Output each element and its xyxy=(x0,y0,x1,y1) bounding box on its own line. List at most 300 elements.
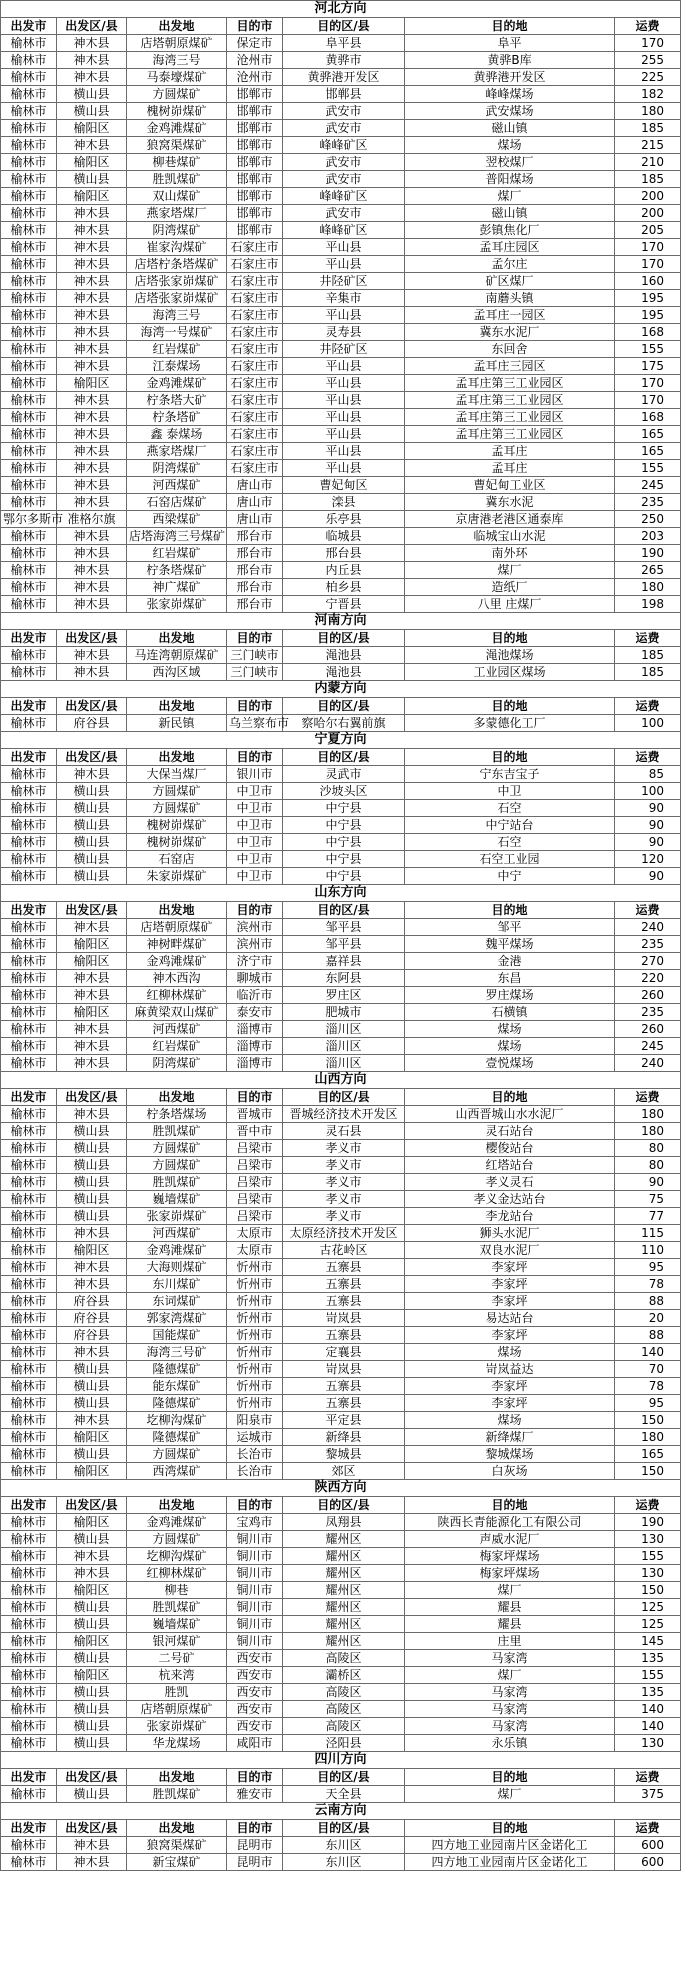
dest-city-cell: 邢台市 xyxy=(227,579,283,596)
table-row xyxy=(1,35,681,52)
table-row xyxy=(1,1140,681,1157)
origin-site-cell: 巍墙煤矿 xyxy=(127,1616,227,1633)
origin-city-cell: 榆林市 xyxy=(1,647,57,664)
dest-city-cell: 晋城市 xyxy=(227,1106,283,1123)
origin-county-cell: 横山县 xyxy=(57,1650,127,1667)
origin-city-cell: 榆林市 xyxy=(1,1684,57,1701)
table-row xyxy=(1,188,681,205)
origin-site-cell: 神木西沟 xyxy=(127,970,227,987)
origin-county-cell: 榆阳区 xyxy=(57,1463,127,1480)
origin-city-cell: 榆林市 xyxy=(1,1242,57,1259)
dest-county-cell: 邹平县 xyxy=(283,936,405,953)
origin-county-cell: 神木县 xyxy=(57,970,127,987)
dest-site-cell: 四方地工业园南片区金诺化工 xyxy=(405,1854,615,1871)
origin-site-cell: 柠条塔煤矿 xyxy=(127,562,227,579)
origin-city-cell: 榆林市 xyxy=(1,1259,57,1276)
dest-county-cell: 晋城经济技术开发区 xyxy=(283,1106,405,1123)
dest-county-cell: 曹妃甸区 xyxy=(283,477,405,494)
origin-site-cell: 金鸡滩煤矿 xyxy=(127,375,227,392)
freight-cell: 185 xyxy=(615,120,681,137)
freight-cell: 77 xyxy=(615,1208,681,1225)
origin-county-cell: 神木县 xyxy=(57,579,127,596)
dest-city-cell: 铜川市 xyxy=(227,1531,283,1548)
dest-county-cell: 渑池县 xyxy=(283,647,405,664)
dest-site-cell: 孟耳庄 xyxy=(405,460,615,477)
origin-city-cell: 榆林市 xyxy=(1,579,57,596)
dest-site-cell: 翌校煤厂 xyxy=(405,154,615,171)
table-row xyxy=(1,86,681,103)
origin-county-cell: 横山县 xyxy=(57,817,127,834)
dest-city-cell: 长治市 xyxy=(227,1463,283,1480)
column-header-origin-city: 出发市 xyxy=(1,1820,57,1837)
origin-county-cell: 横山县 xyxy=(57,783,127,800)
dest-county-cell: 孝义市 xyxy=(283,1208,405,1225)
origin-county-cell: 神木县 xyxy=(57,35,127,52)
origin-county-cell: 横山县 xyxy=(57,1718,127,1735)
dest-city-cell: 石家庄市 xyxy=(227,426,283,443)
origin-city-cell: 榆林市 xyxy=(1,953,57,970)
column-header-origin-site: 出发地 xyxy=(127,1769,227,1786)
origin-county-cell: 神木县 xyxy=(57,222,127,239)
dest-site-cell: 京唐港老港区通泰库 xyxy=(405,511,615,528)
origin-county-cell: 榆阳区 xyxy=(57,120,127,137)
dest-county-cell: 五寨县 xyxy=(283,1293,405,1310)
freight-cell: 190 xyxy=(615,1514,681,1531)
dest-site-cell: 中宁站台 xyxy=(405,817,615,834)
origin-site-cell: 能东煤矿 xyxy=(127,1378,227,1395)
freight-cell: 165 xyxy=(615,443,681,460)
dest-site-cell: 新绛煤厂 xyxy=(405,1429,615,1446)
section-title-row xyxy=(1,1803,681,1820)
table-row xyxy=(1,460,681,477)
origin-county-cell: 横山县 xyxy=(57,103,127,120)
dest-city-cell: 沧州市 xyxy=(227,69,283,86)
dest-county-cell: 定襄县 xyxy=(283,1344,405,1361)
origin-city-cell: 榆林市 xyxy=(1,1667,57,1684)
dest-city-cell: 邢台市 xyxy=(227,596,283,613)
table-row xyxy=(1,800,681,817)
column-header-origin-site: 出发地 xyxy=(127,630,227,647)
origin-county-cell: 神木县 xyxy=(57,1854,127,1871)
freight-cell: 180 xyxy=(615,1429,681,1446)
origin-city-cell: 榆林市 xyxy=(1,1157,57,1174)
origin-site-cell: 方圆煤矿 xyxy=(127,800,227,817)
origin-county-cell: 横山县 xyxy=(57,1361,127,1378)
dest-site-cell: 渑池煤场 xyxy=(405,647,615,664)
origin-city-cell: 榆林市 xyxy=(1,1055,57,1072)
origin-county-cell: 神木县 xyxy=(57,1548,127,1565)
dest-county-cell: 邯郸县 xyxy=(283,86,405,103)
column-header-dest-site: 目的地 xyxy=(405,1089,615,1106)
origin-site-cell: 张家峁煤矿 xyxy=(127,1718,227,1735)
dest-city-cell: 邯郸市 xyxy=(227,120,283,137)
column-header-origin-site: 出发地 xyxy=(127,749,227,766)
origin-city-cell: 榆林市 xyxy=(1,409,57,426)
origin-county-cell: 神木县 xyxy=(57,324,127,341)
dest-county-cell: 五寨县 xyxy=(283,1276,405,1293)
freight-cell: 78 xyxy=(615,1378,681,1395)
dest-city-cell: 唐山市 xyxy=(227,511,283,528)
dest-site-cell: 煤场 xyxy=(405,137,615,154)
origin-site-cell: 燕家塔煤厂 xyxy=(127,205,227,222)
origin-city-cell: 榆林市 xyxy=(1,1446,57,1463)
section-title-row xyxy=(1,1,681,18)
table-row xyxy=(1,409,681,426)
table-row xyxy=(1,1378,681,1395)
origin-county-cell: 神木县 xyxy=(57,69,127,86)
origin-city-cell: 榆林市 xyxy=(1,1701,57,1718)
dest-site-cell: 梅家坪煤场 xyxy=(405,1565,615,1582)
origin-site-cell: 马连湾朝原煤矿 xyxy=(127,647,227,664)
origin-site-cell: 方圆煤矿 xyxy=(127,1531,227,1548)
dest-site-cell: 磁山镇 xyxy=(405,120,615,137)
dest-city-cell: 铜川市 xyxy=(227,1616,283,1633)
dest-city-cell: 邯郸市 xyxy=(227,205,283,222)
origin-county-cell: 横山县 xyxy=(57,1684,127,1701)
table-row xyxy=(1,1344,681,1361)
origin-site-cell: 神广煤矿 xyxy=(127,579,227,596)
column-header-origin-county: 出发区/县 xyxy=(57,630,127,647)
table-row xyxy=(1,375,681,392)
dest-site-cell: 石空 xyxy=(405,800,615,817)
origin-county-cell: 神木县 xyxy=(57,1412,127,1429)
dest-site-cell: 梅家坪煤场 xyxy=(405,1548,615,1565)
origin-city-cell: 榆林市 xyxy=(1,307,57,324)
dest-site-cell: 孝义金达站台 xyxy=(405,1191,615,1208)
dest-city-cell: 吕梁市 xyxy=(227,1191,283,1208)
freight-cell: 260 xyxy=(615,987,681,1004)
table-row xyxy=(1,1582,681,1599)
dest-county-cell: 黄骅港开发区 xyxy=(283,69,405,86)
freight-cell: 170 xyxy=(615,392,681,409)
origin-county-cell: 横山县 xyxy=(57,1157,127,1174)
dest-city-cell: 邢台市 xyxy=(227,545,283,562)
column-header-row xyxy=(1,902,681,919)
dest-city-cell: 邯郸市 xyxy=(227,171,283,188)
column-header-row xyxy=(1,1089,681,1106)
table-row xyxy=(1,1293,681,1310)
freight-cell: 110 xyxy=(615,1242,681,1259)
dest-county-cell: 东川区 xyxy=(283,1837,405,1854)
dest-county-cell: 孝义市 xyxy=(283,1174,405,1191)
origin-city-cell: 榆林市 xyxy=(1,392,57,409)
origin-site-cell: 江泰煤场 xyxy=(127,358,227,375)
origin-county-cell: 横山县 xyxy=(57,1395,127,1412)
dest-city-cell: 石家庄市 xyxy=(227,443,283,460)
origin-county-cell: 神木县 xyxy=(57,1021,127,1038)
table-row xyxy=(1,1004,681,1021)
origin-county-cell: 榆阳区 xyxy=(57,1582,127,1599)
origin-site-cell: 西湾煤矿 xyxy=(127,1463,227,1480)
origin-site-cell: 胜凯煤矿 xyxy=(127,1786,227,1803)
column-header-freight: 运费 xyxy=(615,1497,681,1514)
dest-city-cell: 石家庄市 xyxy=(227,290,283,307)
dest-county-cell: 平山县 xyxy=(283,375,405,392)
table-row xyxy=(1,1174,681,1191)
dest-site-cell: 普阳煤场 xyxy=(405,171,615,188)
dest-site-cell: 孟耳庄第三工业园区 xyxy=(405,409,615,426)
dest-city-cell: 铜川市 xyxy=(227,1548,283,1565)
dest-city-cell: 石家庄市 xyxy=(227,409,283,426)
origin-site-cell: 张家峁煤矿 xyxy=(127,1208,227,1225)
column-header-freight: 运费 xyxy=(615,630,681,647)
table-row xyxy=(1,52,681,69)
section-title: 宁夏方向 xyxy=(1,732,681,749)
origin-city-cell: 榆林市 xyxy=(1,341,57,358)
dest-site-cell: 红塔站台 xyxy=(405,1157,615,1174)
dest-site-cell: 李家坪 xyxy=(405,1259,615,1276)
dest-city-cell: 邯郸市 xyxy=(227,137,283,154)
dest-site-cell: 李家坪 xyxy=(405,1327,615,1344)
origin-city-cell: 榆林市 xyxy=(1,154,57,171)
dest-county-cell: 耀州区 xyxy=(283,1531,405,1548)
section-title: 河北方向 xyxy=(1,1,681,18)
dest-city-cell: 石家庄市 xyxy=(227,324,283,341)
dest-city-cell: 保定市 xyxy=(227,35,283,52)
dest-site-cell: 易达站台 xyxy=(405,1310,615,1327)
freight-cell: 600 xyxy=(615,1837,681,1854)
origin-city-cell: 榆林市 xyxy=(1,1378,57,1395)
origin-county-cell: 榆阳区 xyxy=(57,936,127,953)
dest-county-cell: 郊区 xyxy=(283,1463,405,1480)
dest-city-cell: 中卫市 xyxy=(227,783,283,800)
freight-cell: 260 xyxy=(615,1021,681,1038)
origin-county-cell: 神木县 xyxy=(57,273,127,290)
origin-city-cell: 榆林市 xyxy=(1,970,57,987)
origin-site-cell: 店塔朝原煤矿 xyxy=(127,1701,227,1718)
origin-site-cell: 海湾三号 xyxy=(127,307,227,324)
origin-county-cell: 神木县 xyxy=(57,290,127,307)
dest-city-cell: 西安市 xyxy=(227,1650,283,1667)
dest-city-cell: 西安市 xyxy=(227,1684,283,1701)
dest-site-cell: 东回舍 xyxy=(405,341,615,358)
origin-county-cell: 榆阳区 xyxy=(57,1429,127,1446)
dest-county-cell: 耀州区 xyxy=(283,1548,405,1565)
freight-cell: 375 xyxy=(615,1786,681,1803)
origin-city-cell: 榆林市 xyxy=(1,103,57,120)
origin-site-cell: 鑫 泰煤场 xyxy=(127,426,227,443)
origin-city-cell: 榆林市 xyxy=(1,834,57,851)
freight-cell: 125 xyxy=(615,1599,681,1616)
dest-county-cell: 耀州区 xyxy=(283,1565,405,1582)
freight-cell: 168 xyxy=(615,409,681,426)
dest-county-cell: 平山县 xyxy=(283,443,405,460)
dest-city-cell: 吕梁市 xyxy=(227,1208,283,1225)
dest-city-cell: 铜川市 xyxy=(227,1565,283,1582)
dest-city-cell: 忻州市 xyxy=(227,1361,283,1378)
table-row xyxy=(1,579,681,596)
dest-county-cell: 辛集市 xyxy=(283,290,405,307)
dest-city-cell: 吕梁市 xyxy=(227,1157,283,1174)
origin-county-cell: 神木县 xyxy=(57,477,127,494)
dest-site-cell: 中宁 xyxy=(405,868,615,885)
dest-county-cell: 孝义市 xyxy=(283,1191,405,1208)
column-header-origin-city: 出发市 xyxy=(1,630,57,647)
table-row xyxy=(1,239,681,256)
dest-county-cell: 高陵区 xyxy=(283,1650,405,1667)
origin-city-cell: 榆林市 xyxy=(1,1429,57,1446)
dest-city-cell: 三门峡市 xyxy=(227,664,283,681)
dest-county-cell: 孝义市 xyxy=(283,1157,405,1174)
origin-city-cell: 榆林市 xyxy=(1,1599,57,1616)
dest-county-cell: 平定县 xyxy=(283,1412,405,1429)
origin-city-cell: 榆林市 xyxy=(1,783,57,800)
dest-site-cell: 磁山镇 xyxy=(405,205,615,222)
dest-county-cell: 泾阳县 xyxy=(283,1735,405,1752)
origin-county-cell: 神木县 xyxy=(57,137,127,154)
origin-site-cell: 隆德煤矿 xyxy=(127,1361,227,1378)
column-header-origin-county: 出发区/县 xyxy=(57,1497,127,1514)
dest-site-cell: 马家湾 xyxy=(405,1718,615,1735)
dest-city-cell: 运城市 xyxy=(227,1429,283,1446)
column-header-dest-site: 目的地 xyxy=(405,18,615,35)
origin-site-cell: 金鸡滩煤矿 xyxy=(127,1242,227,1259)
table-row xyxy=(1,1633,681,1650)
dest-county-cell: 内丘县 xyxy=(283,562,405,579)
table-row xyxy=(1,1242,681,1259)
dest-site-cell: 灵石站台 xyxy=(405,1123,615,1140)
origin-city-cell: 榆林市 xyxy=(1,562,57,579)
column-header-origin-site: 出发地 xyxy=(127,902,227,919)
freight-cell: 85 xyxy=(615,766,681,783)
column-header-row xyxy=(1,698,681,715)
dest-site-cell: 李家坪 xyxy=(405,1276,615,1293)
freight-cell: 205 xyxy=(615,222,681,239)
dest-city-cell: 石家庄市 xyxy=(227,273,283,290)
origin-site-cell: 隆德煤矿 xyxy=(127,1429,227,1446)
column-header-dest-county: 目的区/县 xyxy=(283,1820,405,1837)
dest-site-cell: 煤场 xyxy=(405,1344,615,1361)
origin-site-cell: 金鸡滩煤矿 xyxy=(127,953,227,970)
table-row xyxy=(1,137,681,154)
column-header-origin-county: 出发区/县 xyxy=(57,18,127,35)
column-header-freight: 运费 xyxy=(615,18,681,35)
freight-cell: 240 xyxy=(615,919,681,936)
origin-site-cell: 麻黄梁双山煤矿 xyxy=(127,1004,227,1021)
dest-site-cell: 庄里 xyxy=(405,1633,615,1650)
section-title: 山东方向 xyxy=(1,885,681,902)
dest-site-cell: 工业园区煤场 xyxy=(405,664,615,681)
freight-cell: 265 xyxy=(615,562,681,579)
origin-county-cell: 榆阳区 xyxy=(57,188,127,205)
origin-site-cell: 柠条塔煤场 xyxy=(127,1106,227,1123)
table-row xyxy=(1,120,681,137)
origin-county-cell: 横山县 xyxy=(57,86,127,103)
dest-city-cell: 中卫市 xyxy=(227,817,283,834)
dest-city-cell: 石家庄市 xyxy=(227,460,283,477)
dest-site-cell: 多蒙德化工厂 xyxy=(405,715,615,732)
column-header-freight: 运费 xyxy=(615,1089,681,1106)
freight-cell: 600 xyxy=(615,1854,681,1871)
freight-table-body xyxy=(1,1,681,1871)
dest-city-cell: 石家庄市 xyxy=(227,341,283,358)
freight-cell: 175 xyxy=(615,358,681,375)
dest-county-cell: 淄川区 xyxy=(283,1038,405,1055)
table-row xyxy=(1,817,681,834)
dest-site-cell: 煤厂 xyxy=(405,1582,615,1599)
freight-cell: 140 xyxy=(615,1701,681,1718)
freight-cell: 210 xyxy=(615,154,681,171)
dest-city-cell: 滨州市 xyxy=(227,936,283,953)
dest-site-cell: 岢岚益达 xyxy=(405,1361,615,1378)
dest-site-cell: 马家湾 xyxy=(405,1650,615,1667)
origin-site-cell: 西沟区域 xyxy=(127,664,227,681)
origin-site-cell: 华龙煤场 xyxy=(127,1735,227,1752)
dest-city-cell: 忻州市 xyxy=(227,1344,283,1361)
dest-site-cell: 罗庄煤场 xyxy=(405,987,615,1004)
origin-site-cell: 西梁煤矿 xyxy=(127,511,227,528)
origin-site-cell: 圪柳沟煤矿 xyxy=(127,1548,227,1565)
origin-county-cell: 神木县 xyxy=(57,341,127,358)
freight-cell: 215 xyxy=(615,137,681,154)
origin-county-cell: 神木县 xyxy=(57,1565,127,1582)
table-row xyxy=(1,1395,681,1412)
column-header-dest-county: 目的区/县 xyxy=(283,1497,405,1514)
dest-site-cell: 南蘑头镇 xyxy=(405,290,615,307)
dest-site-cell: 狮头水泥厂 xyxy=(405,1225,615,1242)
table-row xyxy=(1,205,681,222)
table-row xyxy=(1,1106,681,1123)
origin-county-cell: 横山县 xyxy=(57,171,127,188)
column-header-dest-site: 目的地 xyxy=(405,630,615,647)
dest-county-cell: 武安市 xyxy=(283,154,405,171)
column-header-row xyxy=(1,630,681,647)
dest-city-cell: 邯郸市 xyxy=(227,103,283,120)
column-header-row xyxy=(1,18,681,35)
section-title-row xyxy=(1,1752,681,1769)
dest-county-cell: 中宁县 xyxy=(283,834,405,851)
dest-city-cell: 临沂市 xyxy=(227,987,283,1004)
dest-site-cell: 声威水泥厂 xyxy=(405,1531,615,1548)
dest-site-cell: 李龙站台 xyxy=(405,1208,615,1225)
origin-site-cell: 圪柳沟煤矿 xyxy=(127,1412,227,1429)
freight-cell: 80 xyxy=(615,1140,681,1157)
dest-county-cell: 平山县 xyxy=(283,239,405,256)
dest-county-cell: 罗庄区 xyxy=(283,987,405,1004)
section-title: 山西方向 xyxy=(1,1072,681,1089)
freight-cell: 150 xyxy=(615,1582,681,1599)
freight-cell: 170 xyxy=(615,256,681,273)
dest-site-cell: 峰峰煤场 xyxy=(405,86,615,103)
origin-site-cell: 柠条塔大矿 xyxy=(127,392,227,409)
freight-cell: 195 xyxy=(615,307,681,324)
origin-site-cell: 国能煤矿 xyxy=(127,1327,227,1344)
origin-city-cell: 榆林市 xyxy=(1,120,57,137)
dest-county-cell: 灵武市 xyxy=(283,766,405,783)
table-row xyxy=(1,1208,681,1225)
dest-county-cell: 耀州区 xyxy=(283,1582,405,1599)
dest-county-cell: 武安市 xyxy=(283,205,405,222)
dest-city-cell: 铜川市 xyxy=(227,1633,283,1650)
origin-county-cell: 神木县 xyxy=(57,1837,127,1854)
dest-city-cell: 济宁市 xyxy=(227,953,283,970)
dest-county-cell: 平山县 xyxy=(283,358,405,375)
column-header-dest-site: 目的地 xyxy=(405,1820,615,1837)
dest-city-cell: 邯郸市 xyxy=(227,86,283,103)
column-header-origin-site: 出发地 xyxy=(127,1497,227,1514)
dest-county-cell: 临城县 xyxy=(283,528,405,545)
dest-county-cell: 武安市 xyxy=(283,103,405,120)
dest-site-cell: 煤场 xyxy=(405,1021,615,1038)
dest-county-cell: 邹平县 xyxy=(283,919,405,936)
dest-county-cell: 黄骅市 xyxy=(283,52,405,69)
dest-county-cell: 井陉矿区 xyxy=(283,341,405,358)
table-row xyxy=(1,1514,681,1531)
dest-site-cell: 孟耳庄第三工业园区 xyxy=(405,392,615,409)
table-row xyxy=(1,1327,681,1344)
freight-cell: 155 xyxy=(615,1667,681,1684)
origin-city-cell: 榆林市 xyxy=(1,426,57,443)
